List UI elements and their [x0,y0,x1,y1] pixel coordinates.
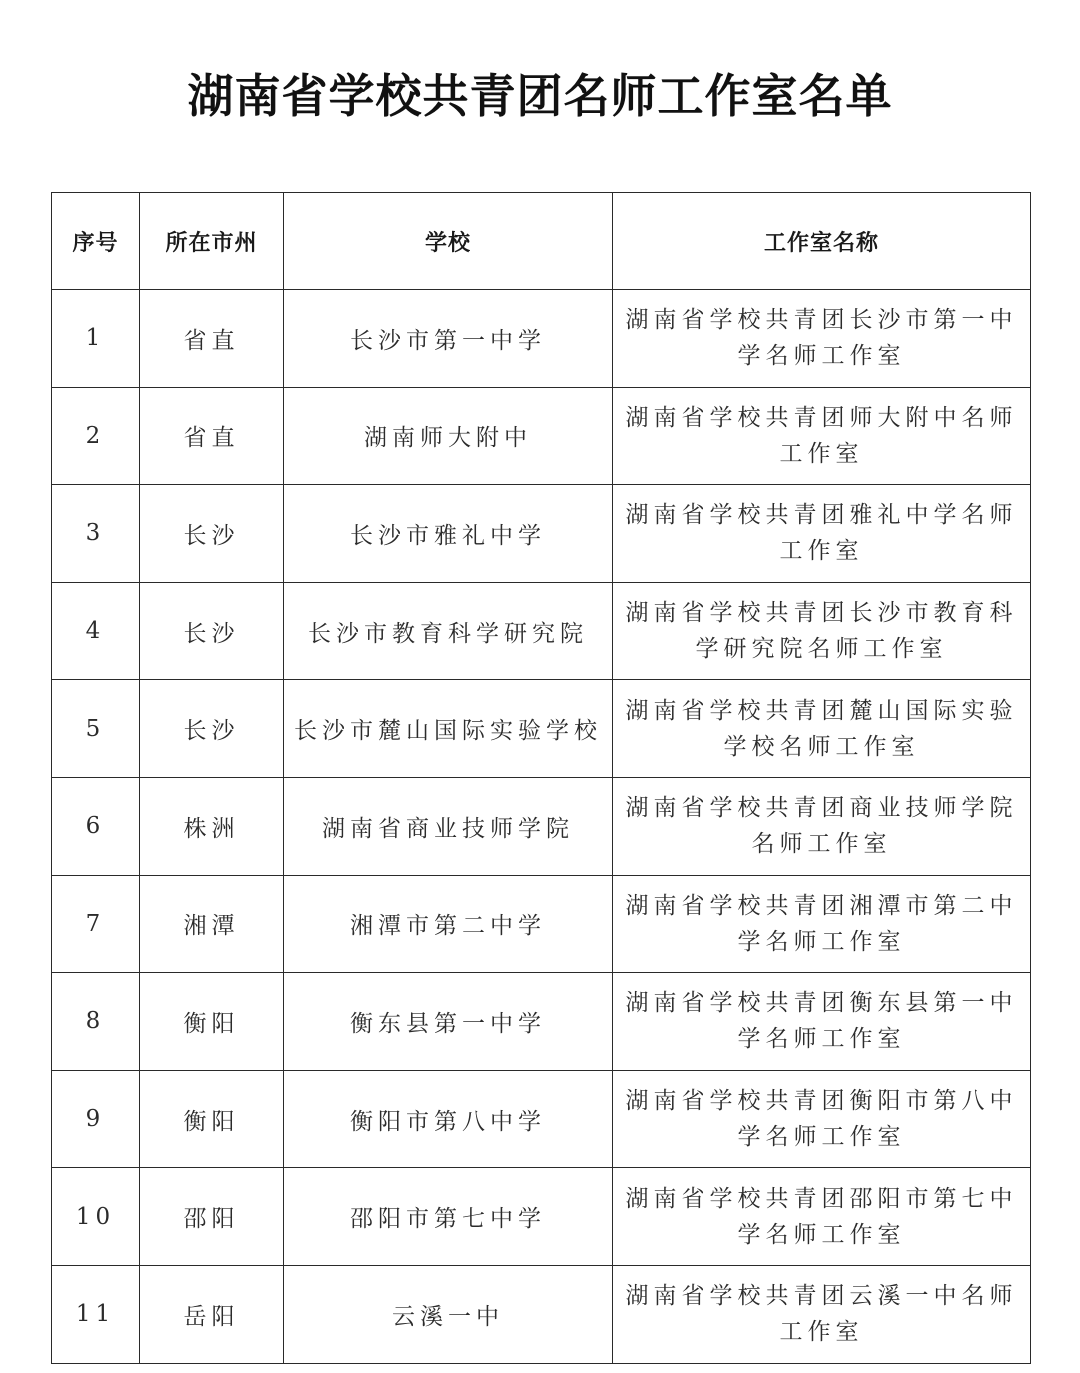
table-row [52,1070,1031,1168]
row-school: 湘潭市第二中学 [284,875,613,973]
table-row [52,1168,1031,1266]
table-body [52,290,1031,1364]
row-city: 湘潭 [140,875,284,973]
row-studio-name: 湖南省学校共青团邵阳市第七中学名师工作室 [613,1168,1031,1266]
table-row [52,680,1031,778]
row-studio-name: 湖南省学校共青团麓山国际实验学校名师工作室 [613,680,1031,778]
row-school: 衡阳市第八中学 [284,1070,613,1168]
row-school: 长沙市教育科学研究院 [284,582,613,680]
row-studio-name: 湖南省学校共青团云溪一中名师工作室 [613,1265,1031,1363]
row-index: 7 [52,875,140,973]
header-school: 学校 [284,193,613,290]
table-row [52,875,1031,973]
row-studio-name: 湖南省学校共青团雅礼中学名师工作室 [613,485,1031,583]
row-studio-name: 湖南省学校共青团湘潭市第二中学名师工作室 [613,875,1031,973]
row-studio-name: 湖南省学校共青团衡阳市第八中学名师工作室 [613,1070,1031,1168]
row-city: 株洲 [140,777,284,875]
table-header [52,193,1031,290]
row-index: 9 [52,1070,140,1168]
row-studio-name: 湖南省学校共青团商业技师学院名师工作室 [613,777,1031,875]
row-index: 2 [52,387,140,485]
table-row [52,777,1031,875]
row-index: 3 [52,485,140,583]
table-row [52,387,1031,485]
row-index: 4 [52,582,140,680]
document-title: 湖南省学校共青团名师工作室名单 [187,69,893,123]
table-row [52,1265,1031,1363]
row-studio-name: 湖南省学校共青团师大附中名师工作室 [613,387,1031,485]
row-school: 湖南省商业技师学院 [284,777,613,875]
row-index: 5 [52,680,140,778]
header-studio-name: 工作室名称 [613,193,1031,290]
row-index: 1 [52,290,140,388]
row-index: 6 [52,777,140,875]
row-city: 岳阳 [140,1265,284,1363]
table-row [52,973,1031,1071]
row-index: 10 [52,1168,140,1266]
row-school: 衡东县第一中学 [284,973,613,1071]
row-city: 长沙 [140,582,284,680]
row-studio-name: 湖南省学校共青团长沙市教育科学研究院名师工作室 [613,582,1031,680]
row-city: 长沙 [140,680,284,778]
row-city: 省直 [140,387,284,485]
row-city: 省直 [140,290,284,388]
row-studio-name: 湖南省学校共青团长沙市第一中学名师工作室 [613,290,1031,388]
header-city: 所在市州 [140,193,284,290]
header-row [52,193,1031,290]
row-school: 长沙市麓山国际实验学校 [284,680,613,778]
row-studio-name: 湖南省学校共青团衡东县第一中学名师工作室 [613,973,1031,1071]
row-school: 湖南师大附中 [284,387,613,485]
row-city: 长沙 [140,485,284,583]
row-index: 8 [52,973,140,1071]
table-row [52,582,1031,680]
row-city: 衡阳 [140,973,284,1071]
table-row [52,290,1031,388]
header-index: 序号 [52,193,140,290]
row-school: 云溪一中 [284,1265,613,1363]
row-index: 11 [52,1265,140,1363]
row-city: 衡阳 [140,1070,284,1168]
studio-roster-table [51,192,1031,1364]
row-school: 邵阳市第七中学 [284,1168,613,1266]
row-school: 长沙市雅礼中学 [284,485,613,583]
table-row [52,485,1031,583]
row-city: 邵阳 [140,1168,284,1266]
row-school: 长沙市第一中学 [284,290,613,388]
